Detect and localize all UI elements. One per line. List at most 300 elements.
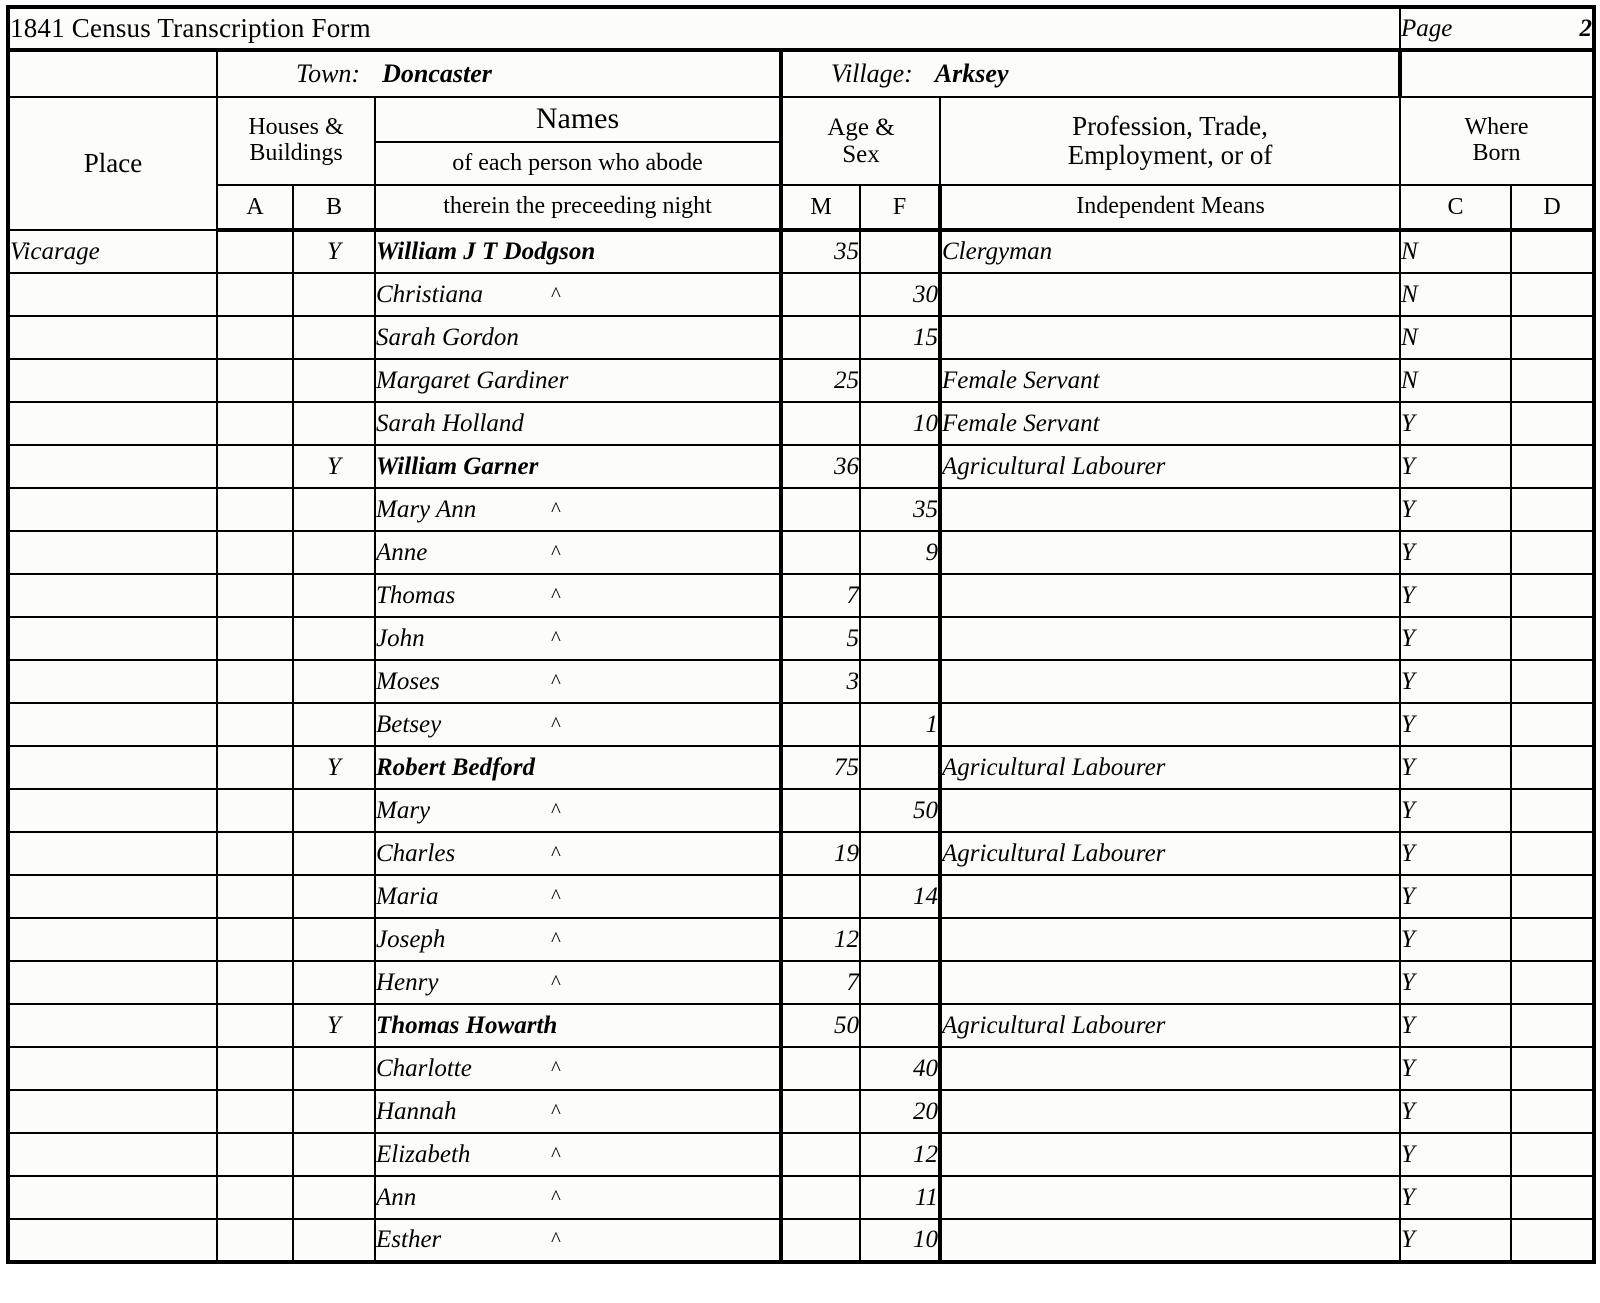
cell-profession[interactable] — [940, 660, 1400, 703]
ditto-mark-icon: ^ — [551, 969, 561, 994]
cell-houses-a[interactable] — [217, 617, 293, 660]
table-row — [8, 703, 1594, 746]
cell-age-male[interactable] — [781, 1219, 860, 1262]
cell-place[interactable] — [8, 445, 217, 488]
header-age-f: F — [860, 185, 940, 230]
cell-houses-a[interactable] — [217, 531, 293, 574]
cell-age-male[interactable]: 5 — [781, 617, 860, 660]
cell-name[interactable] — [375, 875, 781, 918]
ditto-mark-icon: ^ — [551, 625, 561, 650]
cell-born-d[interactable] — [1511, 359, 1594, 402]
cell-age-male[interactable] — [781, 1133, 860, 1176]
ditto-mark-icon: ^ — [551, 668, 561, 693]
header-where-born — [1400, 97, 1594, 185]
cell-place[interactable] — [8, 359, 217, 402]
cell-houses-b[interactable] — [293, 961, 375, 1004]
cell-born-c[interactable]: Y — [1400, 1090, 1511, 1133]
ditto-mark-icon: ^ — [551, 281, 561, 306]
cell-houses-b[interactable] — [293, 316, 375, 359]
cell-houses-a[interactable] — [217, 1004, 293, 1047]
cell-houses-b[interactable] — [293, 918, 375, 961]
ditto-mark-icon: ^ — [551, 1184, 561, 1209]
cell-houses-b[interactable] — [293, 660, 375, 703]
cell-name[interactable] — [375, 445, 781, 488]
cell-place[interactable] — [8, 746, 217, 789]
cell-place[interactable] — [8, 1176, 217, 1219]
header-profession-line2: Employment, or of — [1067, 140, 1273, 170]
cell-age-male[interactable] — [781, 789, 860, 832]
cell-houses-b[interactable]: Y — [293, 445, 375, 488]
cell-age-male[interactable] — [781, 273, 860, 316]
header-names-line2: of each person who abode — [375, 142, 781, 185]
cell-born-c[interactable]: Y — [1400, 789, 1511, 832]
cell-name[interactable] — [375, 574, 781, 617]
cell-profession[interactable] — [940, 273, 1400, 316]
cell-profession[interactable] — [940, 617, 1400, 660]
cell-houses-a[interactable] — [217, 703, 293, 746]
cell-age-male[interactable] — [781, 402, 860, 445]
cell-profession[interactable] — [940, 488, 1400, 531]
cell-born-c[interactable]: Y — [1400, 617, 1511, 660]
cell-born-c[interactable]: Y — [1400, 1004, 1511, 1047]
cell-born-c[interactable]: Y — [1400, 574, 1511, 617]
cell-place[interactable] — [8, 1133, 217, 1176]
person-name: Thomas — [376, 581, 456, 609]
header-age-sex — [781, 97, 940, 185]
cell-born-d[interactable] — [1511, 574, 1594, 617]
ditto-mark-icon: ^ — [551, 1227, 561, 1251]
page-label: Page — [1401, 14, 1453, 42]
cell-born-d[interactable] — [1511, 402, 1594, 445]
cell-age-male[interactable] — [781, 703, 860, 746]
town-value: Doncaster — [382, 59, 492, 88]
cell-born-c[interactable]: N — [1400, 359, 1511, 402]
cell-houses-a[interactable] — [217, 961, 293, 1004]
cell-born-d[interactable] — [1511, 617, 1594, 660]
cell-place[interactable] — [8, 832, 217, 875]
cell-name[interactable] — [375, 316, 781, 359]
cell-houses-a[interactable] — [217, 789, 293, 832]
cell-houses-b[interactable]: Y — [293, 1004, 375, 1047]
cell-born-c[interactable]: Y — [1400, 445, 1511, 488]
cell-age-male[interactable]: 12 — [781, 918, 860, 961]
cell-born-d[interactable] — [1511, 1090, 1594, 1133]
cell-profession[interactable] — [940, 961, 1400, 1004]
table-row — [8, 660, 1594, 703]
cell-place[interactable] — [8, 488, 217, 531]
cell-name[interactable] — [375, 359, 781, 402]
cell-place[interactable] — [8, 875, 217, 918]
cell-name[interactable] — [375, 832, 781, 875]
cell-age-male[interactable] — [781, 316, 860, 359]
cell-born-d[interactable] — [1511, 488, 1594, 531]
cell-born-c[interactable]: Y — [1400, 746, 1511, 789]
cell-houses-b[interactable] — [293, 789, 375, 832]
cell-born-c[interactable]: Y — [1400, 531, 1511, 574]
person-name: Margaret Gardiner — [376, 366, 569, 394]
header-age-line1: Age & — [827, 114, 895, 141]
cell-profession[interactable] — [940, 875, 1400, 918]
header-age-line2: Sex — [842, 141, 880, 168]
table-row — [8, 1219, 1594, 1262]
table-row — [8, 961, 1594, 1004]
cell-houses-b[interactable]: Y — [293, 230, 375, 273]
cell-age-female[interactable] — [860, 359, 940, 402]
header-age-m: M — [781, 185, 860, 230]
table-row — [8, 230, 1594, 273]
cell-age-male[interactable] — [781, 1047, 860, 1090]
cell-houses-a[interactable] — [217, 875, 293, 918]
cell-age-female[interactable]: 35 — [860, 488, 940, 531]
page-number: 2 — [1579, 14, 1593, 42]
header-profession — [940, 97, 1400, 185]
cell-houses-b[interactable] — [293, 703, 375, 746]
cell-age-male[interactable] — [781, 1176, 860, 1219]
cell-houses-a[interactable] — [217, 1219, 293, 1262]
cell-age-male[interactable]: 7 — [781, 574, 860, 617]
cell-born-c[interactable]: Y — [1400, 832, 1511, 875]
cell-profession[interactable] — [940, 1090, 1400, 1133]
cell-born-d[interactable] — [1511, 746, 1594, 789]
header-houses-line1: Houses & — [248, 114, 344, 141]
cell-name[interactable] — [375, 1004, 781, 1047]
town-label: Town: — [296, 59, 361, 88]
cell-place[interactable] — [8, 1047, 217, 1090]
location-row — [8, 50, 1594, 97]
cell-houses-a[interactable] — [217, 918, 293, 961]
cell-born-d[interactable] — [1511, 832, 1594, 875]
person-name: Anne — [376, 538, 428, 566]
person-name: Joseph — [376, 925, 446, 953]
cell-profession[interactable] — [940, 1133, 1400, 1176]
person-name: Hannah — [376, 1097, 457, 1125]
cell-profession[interactable] — [940, 1176, 1400, 1219]
cell-houses-b[interactable] — [293, 832, 375, 875]
cell-age-female[interactable]: 14 — [860, 875, 940, 918]
cell-houses-b[interactable] — [293, 1219, 375, 1262]
cell-age-female[interactable]: 20 — [860, 1090, 940, 1133]
cell-houses-a[interactable] — [217, 359, 293, 402]
person-name: Esther — [376, 1226, 442, 1253]
cell-houses-a[interactable] — [217, 1047, 293, 1090]
location-spacer-right — [1400, 50, 1594, 97]
ditto-mark-icon: ^ — [551, 496, 561, 521]
cell-place[interactable] — [8, 273, 217, 316]
cell-name[interactable] — [375, 660, 781, 703]
cell-profession[interactable] — [940, 918, 1400, 961]
cell-houses-a[interactable] — [217, 1090, 293, 1133]
header-born-line2: Born — [1472, 140, 1521, 166]
cell-houses-b[interactable] — [293, 617, 375, 660]
cell-age-male[interactable]: 36 — [781, 445, 860, 488]
cell-name[interactable] — [375, 918, 781, 961]
cell-born-c[interactable]: Y — [1400, 1219, 1511, 1262]
cell-houses-b[interactable] — [293, 402, 375, 445]
cell-age-male[interactable]: 25 — [781, 359, 860, 402]
cell-born-c[interactable]: N — [1400, 273, 1511, 316]
person-name: Sarah Holland — [376, 409, 524, 437]
cell-name[interactable] — [375, 961, 781, 1004]
cell-houses-a[interactable] — [217, 1133, 293, 1176]
cell-name[interactable] — [375, 1047, 781, 1090]
cell-age-female[interactable] — [860, 746, 940, 789]
header-houses-line2: Buildings — [249, 140, 343, 166]
village-value: Arksey — [934, 59, 1009, 88]
cell-born-d[interactable] — [1511, 918, 1594, 961]
ditto-mark-icon: ^ — [551, 1141, 561, 1166]
header-houses-buildings — [217, 97, 375, 185]
ditto-mark-icon: ^ — [551, 582, 561, 607]
cell-profession[interactable] — [940, 574, 1400, 617]
cell-age-female[interactable] — [860, 574, 940, 617]
cell-houses-a[interactable] — [217, 660, 293, 703]
cell-name[interactable] — [375, 531, 781, 574]
cell-born-d[interactable] — [1511, 531, 1594, 574]
cell-place[interactable]: Vicarage — [8, 230, 217, 273]
table-row — [8, 1090, 1594, 1133]
cell-age-female[interactable]: 12 — [860, 1133, 940, 1176]
cell-place[interactable] — [8, 789, 217, 832]
cell-houses-b[interactable] — [293, 875, 375, 918]
cell-name[interactable] — [375, 746, 781, 789]
person-name: William Garner — [376, 452, 539, 480]
person-name: Henry — [376, 968, 439, 996]
cell-born-d[interactable] — [1511, 875, 1594, 918]
cell-place[interactable] — [8, 574, 217, 617]
cell-profession[interactable]: Agricultural Labourer — [940, 832, 1400, 875]
cell-name[interactable] — [375, 1090, 781, 1133]
ditto-mark-icon: ^ — [551, 1098, 561, 1123]
ditto-mark-icon: ^ — [551, 711, 561, 736]
cell-place[interactable] — [8, 531, 217, 574]
ditto-mark-icon: ^ — [551, 840, 561, 865]
page-indicator — [1400, 7, 1594, 50]
person-name: John — [376, 624, 425, 652]
header-names-line1: Names — [375, 97, 781, 142]
cell-age-female[interactable] — [860, 1004, 940, 1047]
table-row — [8, 918, 1594, 961]
cell-born-c[interactable]: Y — [1400, 875, 1511, 918]
cell-houses-b[interactable]: Y — [293, 746, 375, 789]
cell-age-female[interactable]: 50 — [860, 789, 940, 832]
census-table — [6, 5, 1596, 1264]
cell-houses-a[interactable] — [217, 832, 293, 875]
cell-name[interactable] — [375, 789, 781, 832]
ditto-mark-icon: ^ — [551, 539, 561, 564]
cell-profession[interactable] — [940, 316, 1400, 359]
cell-age-male[interactable]: 7 — [781, 961, 860, 1004]
cell-born-d[interactable] — [1511, 1047, 1594, 1090]
cell-profession[interactable] — [940, 531, 1400, 574]
cell-name[interactable] — [375, 230, 781, 273]
cell-age-female[interactable] — [860, 660, 940, 703]
cell-houses-a[interactable] — [217, 488, 293, 531]
person-name: Ann — [376, 1183, 417, 1211]
village-cell — [781, 50, 1400, 97]
cell-age-female[interactable]: 9 — [860, 531, 940, 574]
cell-houses-b[interactable] — [293, 1090, 375, 1133]
table-row — [8, 273, 1594, 316]
cell-name[interactable] — [375, 617, 781, 660]
cell-born-d[interactable] — [1511, 703, 1594, 746]
person-name: Mary Ann — [376, 495, 477, 523]
cell-place[interactable] — [8, 617, 217, 660]
cell-age-female[interactable] — [860, 918, 940, 961]
header-born-c: C — [1400, 185, 1511, 230]
cell-place[interactable] — [8, 402, 217, 445]
cell-place[interactable] — [8, 1004, 217, 1047]
person-name: Charlotte — [376, 1054, 472, 1082]
table-row — [8, 1133, 1594, 1176]
person-name: Thomas Howarth — [376, 1011, 558, 1039]
cell-born-c[interactable]: Y — [1400, 1047, 1511, 1090]
cell-age-male[interactable]: 19 — [781, 832, 860, 875]
cell-born-c[interactable]: Y — [1400, 660, 1511, 703]
cell-name[interactable] — [375, 273, 781, 316]
table-row — [8, 402, 1594, 445]
location-spacer-left — [8, 50, 217, 97]
cell-born-d[interactable] — [1511, 445, 1594, 488]
cell-age-female[interactable]: 11 — [860, 1176, 940, 1219]
table-row — [8, 1047, 1594, 1090]
header-names-line3: therein the preceeding night — [375, 185, 781, 230]
cell-age-male[interactable] — [781, 531, 860, 574]
cell-born-d[interactable] — [1511, 316, 1594, 359]
person-name: Charles — [376, 839, 456, 867]
cell-born-d[interactable] — [1511, 789, 1594, 832]
cell-houses-a[interactable] — [217, 445, 293, 488]
cell-place[interactable] — [8, 918, 217, 961]
cell-profession[interactable]: Agricultural Labourer — [940, 746, 1400, 789]
table-row — [8, 359, 1594, 402]
cell-age-female[interactable] — [860, 445, 940, 488]
cell-age-female[interactable]: 10 — [860, 402, 940, 445]
cell-houses-a[interactable] — [217, 230, 293, 273]
cell-age-female[interactable]: 15 — [860, 316, 940, 359]
cell-houses-a[interactable] — [217, 746, 293, 789]
cell-houses-b[interactable] — [293, 488, 375, 531]
cell-houses-a[interactable] — [217, 574, 293, 617]
cell-age-male[interactable] — [781, 875, 860, 918]
header-place: Place — [8, 97, 217, 230]
cell-houses-b[interactable] — [293, 1176, 375, 1219]
cell-place[interactable] — [8, 316, 217, 359]
cell-age-male[interactable] — [781, 488, 860, 531]
cell-houses-a[interactable] — [217, 316, 293, 359]
table-row — [8, 617, 1594, 660]
cell-houses-b[interactable] — [293, 359, 375, 402]
cell-profession[interactable]: Female Servant — [940, 359, 1400, 402]
cell-place[interactable] — [8, 1219, 217, 1262]
cell-born-d[interactable] — [1511, 1004, 1594, 1047]
table-row — [8, 316, 1594, 359]
ditto-mark-icon: ^ — [551, 1055, 561, 1080]
cell-born-d[interactable] — [1511, 1176, 1594, 1219]
cell-place[interactable] — [8, 703, 217, 746]
cell-place[interactable] — [8, 1090, 217, 1133]
cell-age-female[interactable]: 40 — [860, 1047, 940, 1090]
cell-born-c[interactable]: Y — [1400, 918, 1511, 961]
cell-houses-b[interactable] — [293, 574, 375, 617]
cell-place[interactable] — [8, 961, 217, 1004]
cell-profession[interactable] — [940, 789, 1400, 832]
cell-name[interactable] — [375, 488, 781, 531]
cell-profession[interactable]: Agricultural Labourer — [940, 445, 1400, 488]
cell-name[interactable] — [375, 402, 781, 445]
cell-born-c[interactable]: N — [1400, 230, 1511, 273]
table-row — [8, 531, 1594, 574]
cell-place[interactable] — [8, 660, 217, 703]
table-row — [8, 445, 1594, 488]
cell-profession[interactable]: Female Servant — [940, 402, 1400, 445]
cell-born-d[interactable] — [1511, 961, 1594, 1004]
cell-name[interactable] — [375, 1133, 781, 1176]
cell-age-female[interactable] — [860, 230, 940, 273]
cell-age-female[interactable] — [860, 617, 940, 660]
cell-born-d[interactable] — [1511, 273, 1594, 316]
cell-houses-b[interactable] — [293, 531, 375, 574]
cell-profession[interactable] — [940, 1047, 1400, 1090]
cell-profession[interactable] — [940, 1219, 1400, 1262]
cell-age-male[interactable]: 75 — [781, 746, 860, 789]
cell-age-female[interactable]: 10 — [860, 1219, 940, 1262]
cell-born-c[interactable]: Y — [1400, 1176, 1511, 1219]
cell-age-female[interactable]: 30 — [860, 273, 940, 316]
cell-born-d[interactable] — [1511, 1219, 1594, 1262]
cell-age-male[interactable]: 35 — [781, 230, 860, 273]
cell-age-male[interactable] — [781, 1090, 860, 1133]
cell-age-male[interactable]: 3 — [781, 660, 860, 703]
cell-born-c[interactable]: Y — [1400, 1133, 1511, 1176]
header-born-d: D — [1511, 185, 1594, 230]
header-houses-b: B — [293, 185, 375, 230]
cell-age-male[interactable]: 50 — [781, 1004, 860, 1047]
cell-born-d[interactable] — [1511, 660, 1594, 703]
cell-houses-a[interactable] — [217, 273, 293, 316]
cell-born-c[interactable]: Y — [1400, 402, 1511, 445]
cell-houses-b[interactable] — [293, 273, 375, 316]
cell-born-d[interactable] — [1511, 1133, 1594, 1176]
column-header-row-3 — [8, 185, 1594, 230]
cell-born-c[interactable]: Y — [1400, 703, 1511, 746]
cell-houses-a[interactable] — [217, 1176, 293, 1219]
cell-profession[interactable] — [940, 703, 1400, 746]
person-name: Christiana — [376, 280, 483, 308]
ditto-mark-icon: ^ — [551, 797, 561, 822]
person-name: Betsey — [376, 710, 442, 738]
cell-age-female[interactable] — [860, 961, 940, 1004]
cell-age-female[interactable] — [860, 832, 940, 875]
title-row — [8, 7, 1594, 50]
person-name: Robert Bedford — [376, 753, 536, 781]
cell-name[interactable] — [375, 703, 781, 746]
cell-houses-a[interactable] — [217, 402, 293, 445]
table-row — [8, 875, 1594, 918]
cell-born-d[interactable] — [1511, 230, 1594, 273]
cell-houses-b[interactable] — [293, 1133, 375, 1176]
cell-born-c[interactable]: N — [1400, 316, 1511, 359]
cell-name[interactable] — [375, 1176, 781, 1219]
cell-born-c[interactable]: Y — [1400, 961, 1511, 1004]
ditto-mark-icon: ^ — [551, 883, 561, 908]
cell-houses-b[interactable] — [293, 1047, 375, 1090]
header-houses-a: A — [217, 185, 293, 230]
cell-profession[interactable]: Agricultural Labourer — [940, 1004, 1400, 1047]
cell-born-c[interactable]: Y — [1400, 488, 1511, 531]
cell-profession[interactable]: Clergyman — [940, 230, 1400, 273]
cell-name[interactable] — [375, 1219, 781, 1262]
cell-age-female[interactable]: 1 — [860, 703, 940, 746]
